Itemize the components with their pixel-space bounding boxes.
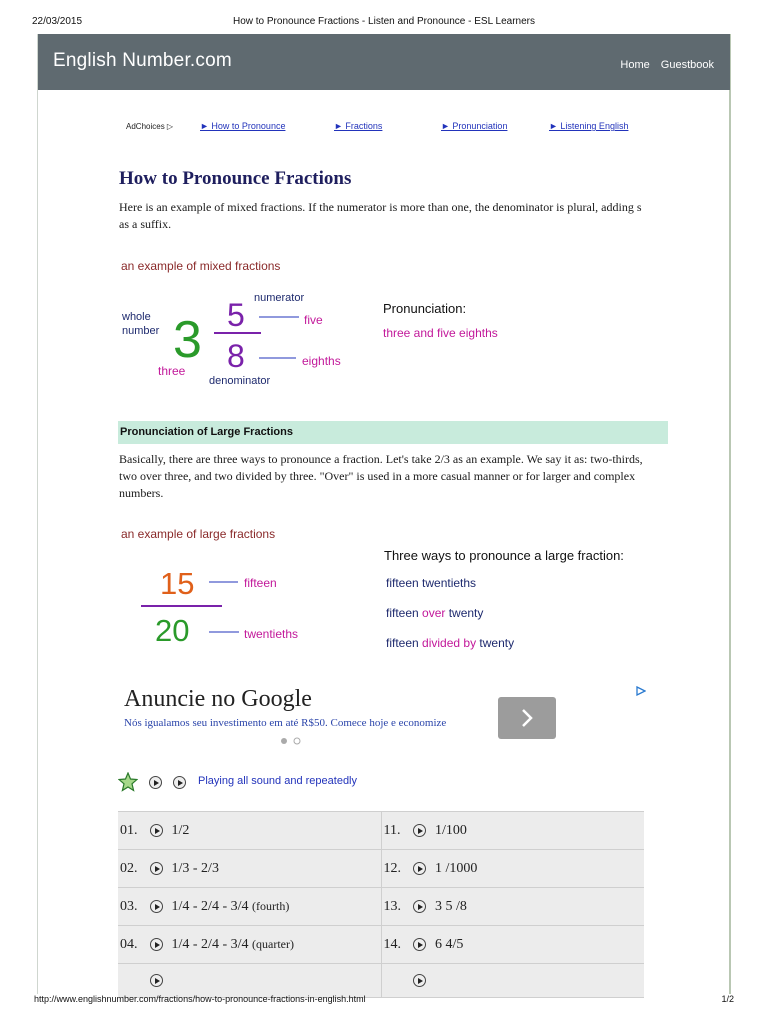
play-icon[interactable] — [413, 862, 426, 875]
print-footer — [0, 994, 768, 1008]
table-row — [118, 850, 644, 888]
nav-home-link[interactable]: Home — [620, 59, 650, 71]
ad-link-how-to-pronounce[interactable]: ► How to Pronounce — [200, 121, 286, 131]
play-icon[interactable] — [413, 900, 426, 913]
large-numerator: 15 — [160, 566, 195, 601]
play-icon[interactable] — [413, 938, 426, 951]
print-title: How to Pronounce Fractions - Listen and Pronounce - ESL Learners — [232, 16, 536, 27]
large-fraction-figure — [118, 522, 648, 657]
audio-player-row — [118, 772, 518, 792]
play-icon[interactable] — [413, 824, 426, 837]
fractions-table — [118, 811, 644, 998]
ad-text[interactable]: Nós igualamos seu investimento em até R$50. Comece hoje e economize — [124, 717, 447, 729]
numerator-word: five — [304, 313, 323, 327]
table-cell: 11. 1/100 — [381, 812, 644, 850]
numerator-digit: 5 — [227, 297, 245, 333]
adchoices-icon[interactable] — [636, 686, 646, 696]
denominator-digit: 8 — [227, 338, 245, 374]
table-row — [118, 926, 644, 964]
ad-link-pronunciation[interactable]: ► Pronunciation — [441, 121, 508, 131]
table-cell: 12. 1 /1000 — [381, 850, 644, 888]
star-icon[interactable] — [118, 772, 138, 792]
large-way-2: fifteen over twenty — [386, 606, 484, 620]
whole-number: 3 — [173, 311, 202, 369]
section-heading-large-fractions: Pronunciation of Large Fractions — [118, 421, 668, 444]
print-header — [0, 16, 768, 30]
chevron-right-icon — [498, 697, 556, 739]
play-icon[interactable] — [150, 862, 163, 875]
large-fractions-paragraph: Basically, there are three ways to pronounce a fraction. Let's take 2/3 as an example. We say it as: two-thirds, two over three, and two divided by three. "Over" is used in a more casual manner or for larger and complex numbers. — [119, 452, 643, 500]
table-cell: 01. 1/2 — [118, 812, 381, 850]
mixed-caption: an example of mixed fractions — [121, 259, 281, 273]
top-nav — [612, 59, 714, 71]
numerator-label: numerator — [254, 292, 305, 304]
google-ad[interactable] — [118, 684, 648, 750]
play-all-link[interactable]: Playing all sound and repeatedly — [198, 775, 358, 787]
ad-next-button[interactable] — [498, 697, 556, 739]
ad-link-bar — [126, 121, 646, 135]
ad-link-listening-english[interactable]: ► Listening English — [549, 121, 629, 131]
large-numerator-word: fifteen — [244, 576, 277, 590]
table-row — [118, 964, 644, 998]
play-icon[interactable] — [413, 974, 426, 987]
denominator-label: denominator — [209, 375, 271, 387]
table-cell: 13. 3 5 /8 — [381, 888, 644, 926]
site-header — [38, 34, 730, 90]
table-row — [118, 812, 644, 850]
page-title: How to Pronounce Fractions — [119, 168, 352, 189]
whole-word: three — [158, 364, 186, 378]
play-icon[interactable] — [150, 974, 163, 987]
ad-carousel-dots[interactable] — [280, 737, 304, 745]
site-logo[interactable]: English Number.com — [53, 50, 232, 71]
print-url: http://www.englishnumber.com/fractions/how-to-pronounce-fractions-in-english.html — [34, 994, 366, 1004]
table-cell: 02. 1/3 - 2/3 — [118, 850, 381, 888]
print-page-number: 1/2 — [721, 994, 734, 1004]
table-cell: 03. 1/4 - 2/4 - 3/4 (fourth) — [118, 888, 381, 926]
play-icon[interactable] — [150, 900, 163, 913]
whole-label-2: number — [122, 325, 160, 337]
table-cell — [118, 964, 381, 998]
play-icon[interactable] — [150, 824, 163, 837]
ad-title[interactable]: Anuncie no Google — [124, 686, 312, 712]
table-cell: 14. 6 4/5 — [381, 926, 644, 964]
large-heading: Three ways to pronounce a large fraction: — [384, 548, 624, 563]
large-way-1: fifteen twentieths — [386, 576, 477, 590]
ad-link-fractions[interactable]: ► Fractions — [334, 121, 383, 131]
table-cell: 04. 1/4 - 2/4 - 3/4 (quarter) — [118, 926, 381, 964]
pronunciation-text: three and five eighths — [383, 326, 498, 340]
whole-label-1: whole — [122, 311, 151, 323]
pronunciation-heading: Pronunciation: — [383, 301, 467, 316]
large-caption: an example of large fractions — [121, 527, 276, 541]
intro-paragraph: Here is an example of mixed fractions. If the numerator is more than one, the denominator is plural, adding s as a suffix. — [119, 200, 642, 231]
large-denominator: 20 — [155, 613, 190, 648]
play-icon[interactable] — [150, 938, 163, 951]
table-row — [118, 888, 644, 926]
large-way-3: fifteen divided by twenty — [386, 636, 515, 650]
play-icon[interactable] — [149, 776, 162, 789]
play-repeat-icon[interactable] — [173, 776, 186, 789]
table-cell — [381, 964, 644, 998]
denominator-word: eighths — [302, 354, 341, 368]
adchoices-label[interactable]: AdChoices ▷ — [126, 122, 174, 131]
print-date: 22/03/2015 — [32, 16, 83, 27]
nav-guestbook-link[interactable]: Guestbook — [660, 59, 714, 71]
large-denominator-word: twentieths — [244, 627, 299, 641]
mixed-fraction-figure — [118, 254, 538, 394]
